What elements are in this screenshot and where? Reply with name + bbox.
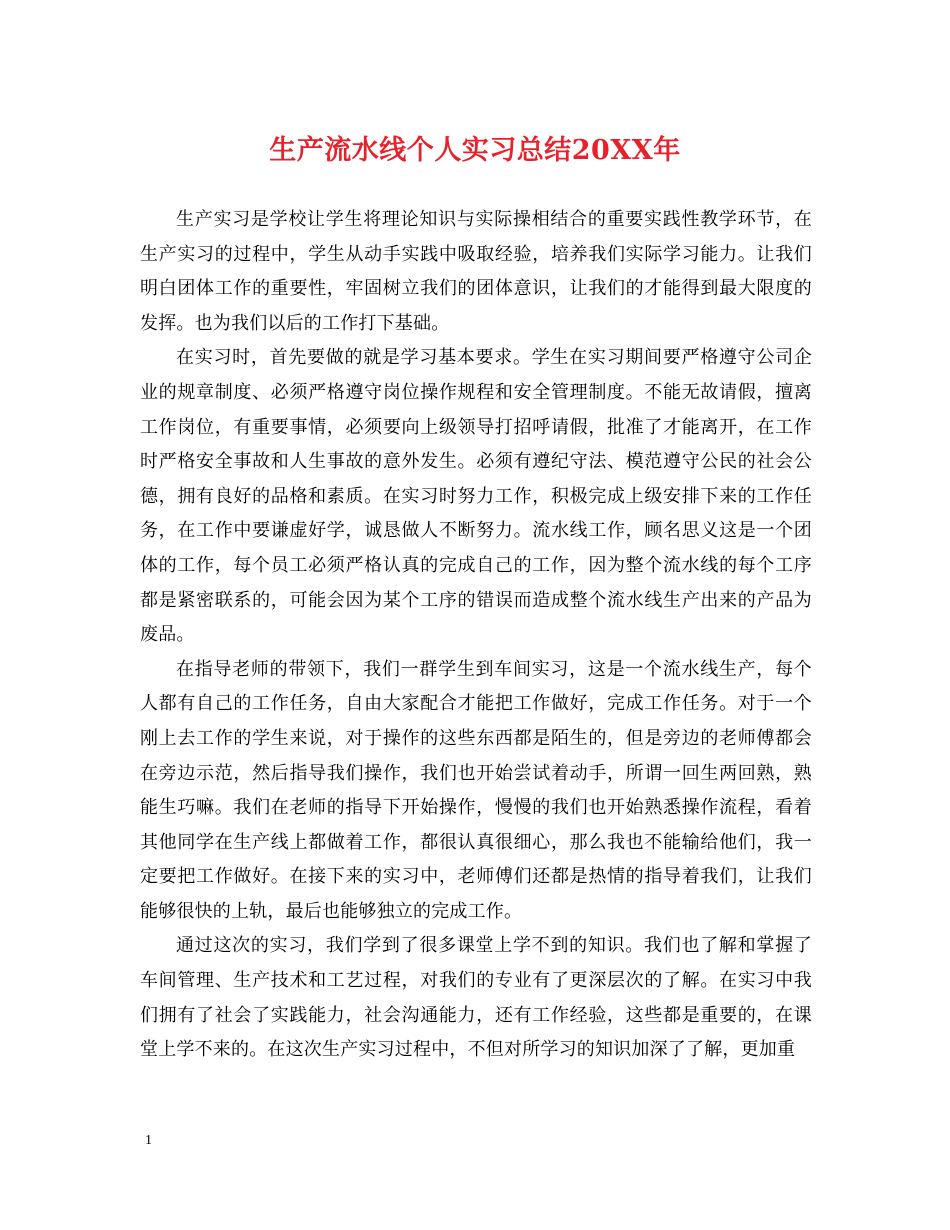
paragraph-2: 在实习时，首先要做的就是学习基本要求。学生在实习期间要严格遵守公司企业的规章制度、必须严格遵守岗位操作规程和安全管理制度。不能无故请假，擅离工作岗位，有重要事情，必须要向上级领导打招呼请假，批准了才能离开，在工作时严格安全事故和人生事故的意外发生。必须有遵纪守法、模范遵守公民的社会公德，拥有良好的品格和素质。在实习时努力工作，积极完成上级安排下来的工作任务，在工作中要谦虚好学，诚恳做人不断努力。流水线工作，顾名思义这是一个团体的工作，每个员工必须严格认真的完成自己的工作，因为整个流水线的每个工序都是紧密联系的，可能会因为某个工序的错误而造成整个流水线生产出来的产品为废品。 [140,347,812,646]
paragraph-4: 通过这次的实习，我们学到了很多课堂上学不到的知识。我们也了解和掌握了车间管理、生产技术和工艺过程，对我们的专业有了更深层次的了解。在实习中我们拥有了社会了实践能力，社会沟通能力，还有工作经验，这些都是重要的，在课堂上学不来的。在这次生产实习过程中，不但对所学习的知识加深了了解，更加重 [140,935,812,1061]
document-body [140,203,812,1068]
document-title: 生产流水线个人实习总结20XX年 [269,135,681,166]
paragraph-3: 在指导老师的带领下，我们一群学生到车间实习，这是一个流水线生产，每个人都有自己的工作任务，自由大家配合才能把工作做好，完成工作任务。对于一个刚上去工作的学生来说，对于操作的这些东西都是陌生的，但是旁边的老师傅都会在旁边示范，然后指导我们操作，我们也开始尝试着动手，所谓一回生两回熟，熟能生巧嘛。我们在老师的指导下开始操作，慢慢的我们也开始熟悉操作流程，看着其他同学在生产线上都做着工作，都很认真很细心，那么我也不能输给他们，我一定要把工作做好。在接下来的实习中，老师傅们还都是热情的指导着我们，让我们能够很快的上轨，最后也能够独立的完成工作。 [140,658,812,922]
paragraph-1: 生产实习是学校让学生将理论知识与实际操相结合的重要实践性教学环节，在生产实习的过程中，学生从动手实践中吸取经验，培养我们实际学习能力。让我们明白团体工作的重要性，牢固树立我们的团体意识，让我们的才能得到最大限度的发挥。也为我们以后的工作打下基础。 [140,209,812,334]
page-number: 1 [145,1133,152,1148]
